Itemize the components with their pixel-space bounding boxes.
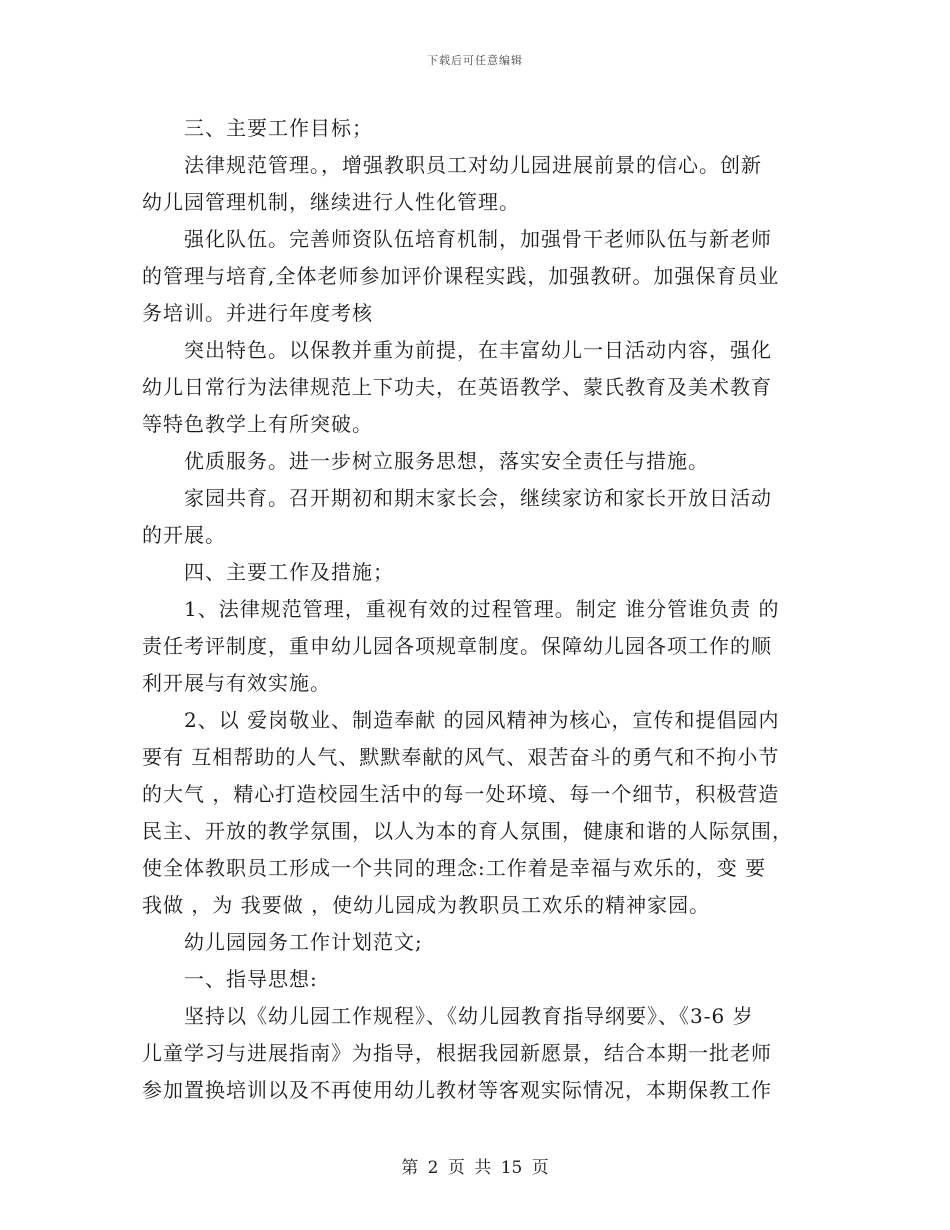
page-header: 下载后可任意编辑: [427, 54, 523, 67]
text-line: 民主、开放的教学氛围，以人为本的育人氛围，健康和谐的人际氛围，: [142, 819, 793, 843]
text-line: 1、法律规范管理，重视有效的过程管理。制定 谁分管谁负责 的: [142, 597, 780, 621]
text-line: 家园共育。召开期初和期末家长会，继续家访和家长开放日活动: [142, 486, 772, 510]
text-line: 2、以 爱岗敬业、制造奉献 的园风精神为核心，宣传和提倡园内: [142, 708, 780, 732]
text-line: 突出特色。以保教并重为前提，在丰富幼儿一日活动内容，强化: [142, 338, 772, 362]
text-line: 四、主要工作及措施；: [142, 560, 394, 584]
text-line: 优质服务。进一步树立服务思想，落实安全责任与措施。: [142, 449, 709, 473]
text-line: 强化队伍。完善师资队伍培育机制，加强骨干老师队伍与新老师: [142, 227, 772, 251]
text-line: 务培训。并进行年度考核: [142, 301, 373, 325]
text-line: 法律规范管理。，增强教职员工对幼儿园进展前景的信心。创新: [142, 153, 762, 177]
text-line: 的管理与培育,全体老师参加评价课程实践，加强教研。加强保育员业: [142, 264, 780, 288]
text-line: 幼儿园管理机制，继续进行人性化管理。: [142, 190, 520, 214]
text-line: 的开展。: [142, 523, 226, 547]
text-line: 的大气 ，精心打造校园生活中的每一处环境、每一个细节，积极营造: [142, 782, 780, 806]
text-line: 三、主要工作目标；: [142, 116, 373, 140]
text-line: 要有 互相帮助的人气、默默奉献的风气、艰苦奋斗的勇气和不拘小节: [142, 745, 780, 769]
text-line: 一、指导思想:: [142, 967, 318, 991]
text-line: 利开展与有效实施。: [142, 671, 331, 695]
text-line: 幼儿园园务工作计划范文;: [142, 930, 423, 954]
text-line: 等特色教学上有所突破。: [142, 412, 373, 436]
text-line: 我做 ，为 我要做 ，使幼儿园成为教职员工欢乐的精神家园。: [142, 893, 711, 917]
text-line: 坚持以《幼儿园工作规程》、《幼儿园教育指导纲要》、《3-6 岁: [142, 1004, 754, 1028]
page-footer: 第 2 页 共 15 页: [401, 1158, 549, 1178]
text-line: 使全体教职员工形成一个共同的理念:工作着是幸福与欢乐的，变 要: [142, 856, 767, 880]
document-body: [142, 110, 822, 1109]
text-line: 参加置换培训以及不再使用幼儿教材等客观实际情况，本期保教工作: [142, 1078, 772, 1102]
text-line: 儿童学习与进展指南》为指导，根据我园新愿景，结合本期一批老师: [142, 1041, 772, 1065]
text-line: 幼儿日常行为法律规范上下功夫，在英语教学、蒙氏教育及美术教育: [142, 375, 772, 399]
text-line: 责任考评制度，重申幼儿园各项规章制度。保障幼儿园各项工作的顺: [142, 634, 772, 658]
